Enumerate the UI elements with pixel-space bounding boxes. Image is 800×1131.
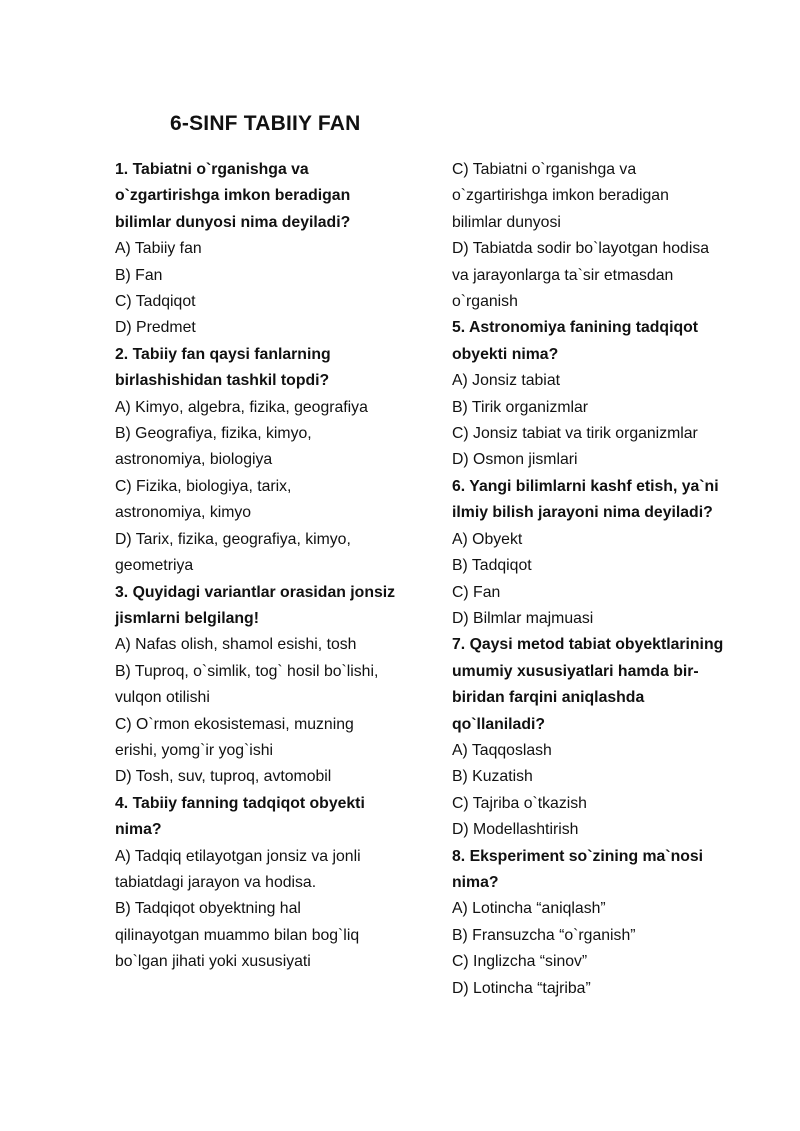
answer-option-line: C) Inglizcha “sinov”	[452, 953, 588, 971]
answer-option-line: A) Tabiiy fan	[115, 240, 202, 258]
answer-option-line: A) Tadqiq etilayotgan jonsiz va jonli	[115, 847, 361, 865]
answer-option-line: tabiatdagi jarayon va hodisa.	[115, 873, 317, 891]
question-text-line: 8. Eksperiment so`zining ma`nosi	[452, 847, 704, 865]
answer-option-line: o`rganish	[452, 293, 518, 311]
question-text-line: 3. Quyidagi variantlar orasidan jonsiz	[115, 583, 396, 601]
answer-option-line: C) Fan	[452, 583, 501, 601]
question-text-line: 1. Tabiatni o`rganishga va	[115, 161, 309, 178]
question-text-line: 4. Tabiiy fanning tadqiqot obyekti	[115, 794, 365, 812]
question-text-line: umumiy xususiyatlari hamda bir-	[452, 662, 699, 680]
answer-option-line: B) Fransuzcha “o`rganish”	[452, 926, 636, 944]
answer-option-line: B) Kuzatish	[452, 768, 533, 786]
question-text-line: qo`llaniladi?	[452, 715, 546, 733]
answer-option-line: B) Tadqiqot	[452, 557, 532, 575]
answer-option-line: A) Taqqoslash	[452, 741, 552, 759]
question-text-line: o`zgartirishga imkon beradigan	[115, 187, 351, 205]
question-text-line: obyekti nima?	[452, 345, 559, 363]
answer-option-line: qilinayotgan muammo bilan bog`liq	[115, 926, 360, 944]
answer-option-line: astronomiya, biologiya	[115, 451, 273, 469]
answer-option-line: A) Jonsiz tabiat	[452, 372, 560, 390]
question-text-line: 6. Yangi bilimlarni kashf etish, ya`ni	[452, 477, 719, 495]
question-text-line: jismlarni belgilang!	[115, 609, 259, 627]
answer-option-line: astronomiya, kimyo	[115, 504, 252, 522]
question-text-line: biridan farqini aniqlashda	[452, 689, 645, 707]
answer-option-line: A) Nafas olish, shamol esishi, tosh	[115, 636, 357, 654]
question-text-line: nima?	[115, 821, 162, 839]
answer-option-line: va jarayonlarga ta`sir etmasdan	[452, 266, 674, 284]
answer-option-line: bilimlar dunyosi	[452, 213, 561, 231]
question-text-line: 5. Astronomiya fanining tadqiqot	[452, 319, 699, 337]
answer-option-line: C) Tajriba o`tkazish	[452, 794, 587, 812]
answer-option-line: o`zgartirishga imkon beradigan	[452, 187, 669, 205]
answer-option-line: bo`lgan jihati yoki xususiyati	[115, 953, 311, 971]
answer-option-line: D) Bilmlar majmuasi	[452, 609, 594, 627]
right-column	[452, 157, 752, 1002]
answer-option-line: C) Jonsiz tabiat va tirik organizmlar	[452, 425, 698, 443]
answer-option-line: B) Tuproq, o`simlik, tog` hosil bo`lishi,	[115, 662, 379, 680]
answer-option-line: D) Predmet	[115, 319, 196, 337]
question-text-line: bilimlar dunyosi nima deyiladi?	[115, 213, 351, 231]
answer-option-line: D) Modellashtirish	[452, 821, 579, 839]
answer-option-line: B) Tadqiqot obyektning hal	[115, 900, 301, 918]
question-text-line: ilmiy bilish jarayoni nima deyiladi?	[452, 504, 713, 522]
question-text-line: 2. Tabiiy fan qaysi fanlarning	[115, 345, 331, 363]
answer-option-line: B) Fan	[115, 266, 163, 284]
answer-option-line: D) Osmon jismlari	[452, 451, 578, 469]
answer-option-line: A) Lotincha “aniqlash”	[452, 900, 606, 918]
answer-option-line: A) Kimyo, algebra, fizika, geografiya	[115, 398, 368, 416]
answer-option-line: vulqon otilishi	[115, 689, 210, 707]
question-text-line: nima?	[452, 873, 499, 891]
answer-option-line: C) Tadqiqot	[115, 293, 196, 311]
answer-option-line: A) Obyekt	[452, 530, 523, 548]
answer-option-line: C) O`rmon ekosistemasi, muzning	[115, 715, 354, 733]
question-text-line: 7. Qaysi metod tabiat obyektlarining	[452, 636, 724, 654]
page-title: 6-SINF TABIIY FAN	[170, 112, 361, 135]
answer-option-line: D) Tabiatda sodir bo`layotgan hodisa	[452, 240, 710, 258]
answer-option-line: D) Tarix, fizika, geografiya, kimyo,	[115, 530, 351, 548]
answer-option-line: B) Geografiya, fizika, kimyo,	[115, 425, 312, 443]
answer-option-line: D) Tosh, suv, tuproq, avtomobil	[115, 768, 332, 786]
answer-option-line: D) Lotincha “tajriba”	[452, 979, 591, 997]
answer-option-line: C) Tabiatni o`rganishga va	[452, 161, 637, 178]
answer-option-line: B) Tirik organizmlar	[452, 398, 589, 416]
answer-option-line: C) Fizika, biologiya, tarix,	[115, 477, 292, 495]
question-text-line: birlashishidan tashkil topdi?	[115, 372, 330, 390]
answer-option-line: geometriya	[115, 557, 194, 575]
answer-option-line: erishi, yomg`ir yog`ishi	[115, 741, 274, 759]
left-column	[115, 157, 435, 976]
